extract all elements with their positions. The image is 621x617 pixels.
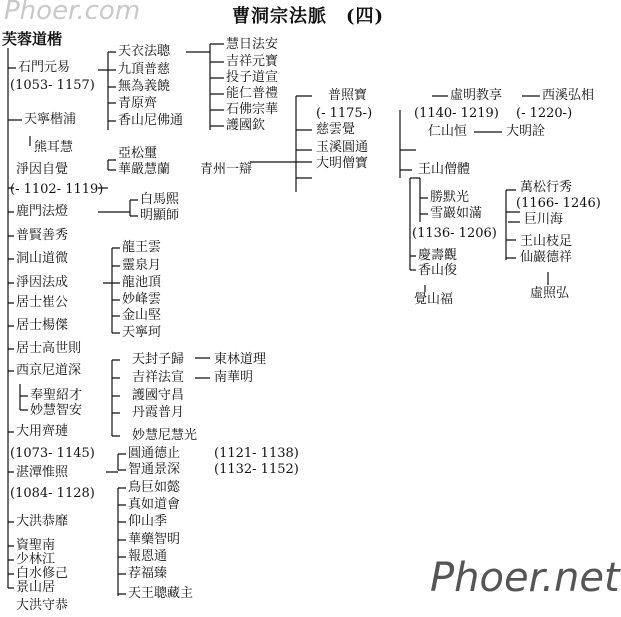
node-tianyi-0: 天衣法聰	[118, 44, 171, 59]
node-cixin-2: 大明僧寶	[316, 156, 369, 171]
node-xijing: 西京尼道深	[16, 363, 82, 378]
node-jingshan: 景山居	[16, 580, 56, 595]
dates-tanzhan: (1084- 1128)	[10, 486, 95, 501]
node-nanhua: 南華明	[214, 370, 254, 385]
node-zhitong: 智通景深	[128, 462, 181, 477]
node-longwang-3: 妙峰雲	[122, 292, 162, 307]
node-huguo-1: 丹霞普月	[132, 405, 185, 420]
node-miaohui-nihuiguang: 妙慧尼慧光	[132, 428, 198, 443]
dates-shimen: (1053- 1157)	[10, 78, 95, 93]
node-niaoju-0: 鳥巨如懿	[128, 480, 181, 495]
node-tianning: 天寧楷浦	[24, 112, 77, 127]
node-xixi: 西溪弘相	[542, 88, 595, 103]
node-dongshan: 洞山道微	[16, 251, 69, 266]
node-cixin-0: 慈雲覺	[316, 122, 356, 137]
node-tianyi-2: 無為義饒	[118, 79, 171, 94]
node-huiri-2: 投子道宣	[226, 70, 279, 85]
node-tianyi-1: 九頂普慈	[118, 62, 171, 77]
node-tianyi-3: 青原齊	[118, 96, 158, 111]
node-tanzhan: 湛潭惟照	[16, 465, 69, 480]
node-xueyan: 雪巖如滿	[430, 206, 483, 221]
node-wansong: 萬松行秀	[520, 180, 573, 195]
node-lumen: 鹿門法燈	[16, 204, 69, 219]
dates-wansong: (1166- 1246)	[516, 196, 601, 211]
node-baima-0: 白馬熙	[140, 192, 180, 207]
node-niaoju-4: 報恩通	[128, 549, 168, 564]
watermark-bottom: Phoer.net	[430, 555, 620, 601]
node-jingyin-facheng: 淨因法成	[16, 275, 69, 290]
node-damingquan: 大明詮	[506, 124, 546, 139]
node-shaolin: 少林江	[16, 552, 56, 567]
node-xuming: 虛明教享	[450, 88, 503, 103]
node-shimen: 石門元易	[18, 60, 71, 75]
node-niaoju-3: 華藥智明	[128, 532, 181, 547]
node-yasong: 亞松璽	[118, 146, 158, 161]
node-puzhaobao: 普照寶	[328, 88, 368, 103]
node-niaoju-2: 仰山季	[128, 514, 168, 529]
node-xiongerhui: 熊耳慧	[34, 140, 74, 155]
node-niaoju-5: 荐福臻	[128, 566, 168, 581]
node-huiri-0: 慧日法安	[226, 37, 279, 52]
node-longwang-4: 金山堅	[122, 308, 162, 323]
dates-puzhaobao: (- 1175-)	[316, 106, 373, 121]
node-zishengnan: 資聖南	[16, 538, 56, 553]
node-lower-right-1: 香山俊	[418, 263, 458, 278]
node-cixin-1: 玉溪圓通	[316, 140, 369, 155]
node-lower-right-0: 慶壽觀	[418, 248, 458, 263]
root-node: 芙蓉道楷	[2, 30, 63, 48]
node-huiri-1: 吉祥元寶	[226, 54, 279, 69]
node-longwang-5: 天寧珂	[122, 325, 162, 340]
node-wangshan: 王山僧體	[418, 162, 471, 177]
node-shengmo: 勝默光	[430, 190, 470, 205]
node-tianyi-4: 香山尼佛通	[118, 113, 184, 128]
node-huayan-huilan: 華嚴慧蘭	[118, 162, 171, 177]
node-yuantong: 圓通德止	[128, 446, 181, 461]
node-jingyin-zijue: 淨因自覺	[16, 162, 69, 177]
node-cuigong: 居士崔公	[16, 295, 69, 310]
node-juchuanhai: 巨川海	[524, 212, 564, 227]
node-tianfeng: 天封子歸	[132, 352, 185, 367]
node-niaoju-6: 天王聰藏主	[128, 586, 194, 601]
node-huiri-5: 護國欽	[226, 118, 266, 133]
dates-yuantong: (1121- 1138)	[214, 446, 299, 461]
node-huguo-0: 護國守昌	[132, 388, 185, 403]
dates-xueyan: (1136- 1206)	[412, 226, 497, 241]
node-puxian: 普賢善秀	[16, 228, 69, 243]
node-miaohui-zhian: 妙慧智安	[30, 403, 83, 418]
node-fengsheng: 奉聖紹才	[30, 388, 83, 403]
node-niaoju-1: 真如道會	[128, 497, 181, 512]
node-longwang-2: 龍池頂	[122, 275, 162, 290]
dates-xuming: (1140- 1219)	[414, 106, 499, 121]
node-xuzhaohong: 虛照弘	[530, 286, 570, 301]
node-qingzhou: 青州一辯	[200, 162, 253, 177]
node-dayong: 大用齊璉	[16, 424, 69, 439]
node-longwang-0: 龍王雲	[122, 240, 162, 255]
node-longwang-1: 靈泉月	[122, 258, 162, 273]
node-huiri-4: 石佛宗華	[226, 102, 279, 117]
node-jixiang: 吉祥法宣	[132, 370, 185, 385]
node-baishui: 白水修己	[16, 566, 69, 581]
page-title: 曹洞宗法脈 (四)	[232, 6, 385, 27]
node-yangjie: 居士楊傑	[16, 318, 69, 333]
node-donglin: 東林道理	[214, 352, 267, 367]
node-baima-1: 明顯師	[140, 208, 180, 223]
node-huiri-3: 能仁普禮	[226, 86, 279, 101]
node-xianyan: 仙巖德祥	[520, 250, 573, 265]
node-dahong-gongmi: 大洪恭靡	[16, 514, 69, 529]
watermark-top: Phoer.com	[4, 0, 141, 26]
dates-dayong: (1073- 1145)	[10, 446, 95, 461]
node-wangshan-tixuan: 王山枝足	[520, 234, 573, 249]
dates-jingyin-zijue: (- 1102- 1119)	[10, 182, 104, 197]
node-lower-right-2: 覺山福	[414, 292, 454, 307]
dates-zhitong: (1132- 1152)	[214, 462, 299, 477]
node-gaoshize: 居士高世則	[16, 341, 82, 356]
dates-xixi: (- 1220-)	[516, 106, 573, 121]
node-renshanheng: 仁山恒	[428, 124, 468, 139]
node-dahong-shougong: 大洪守恭	[16, 598, 69, 613]
